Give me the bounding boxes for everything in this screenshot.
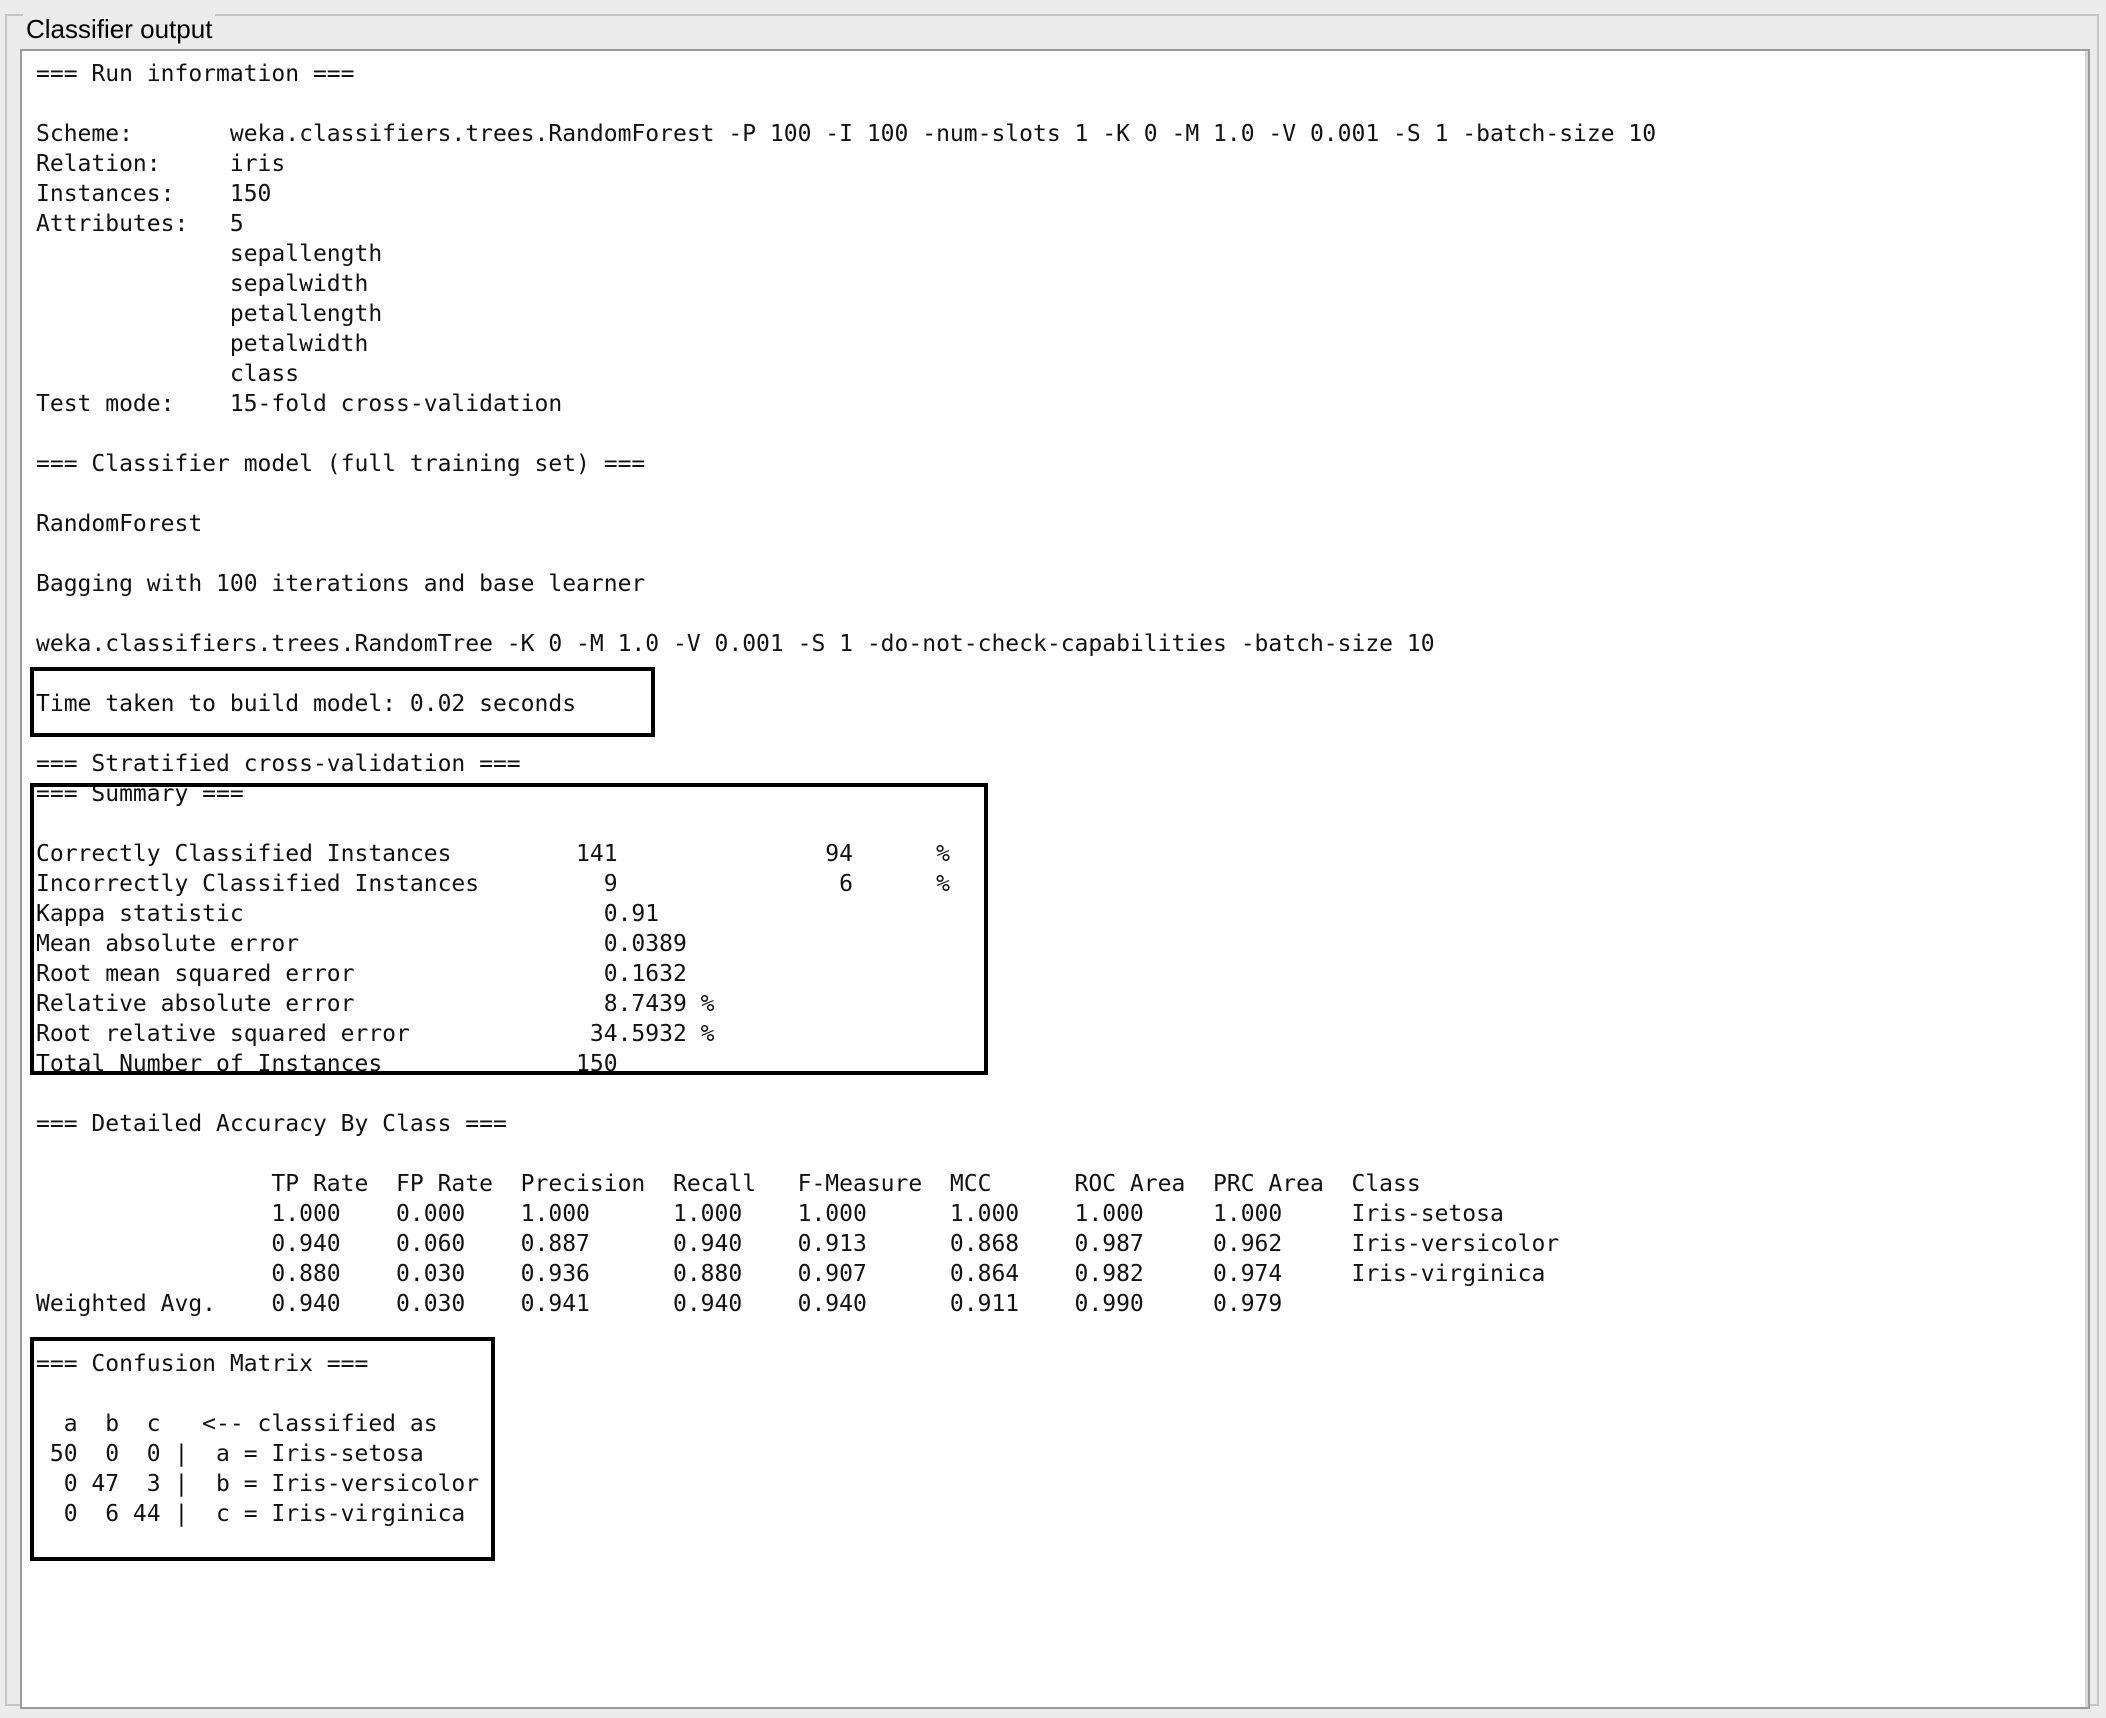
panel-title: Classifier output bbox=[23, 14, 215, 44]
classifier-output-text[interactable]: === Run information === Scheme: weka.classifiers.trees.RandomForest -P 100 -I 100 -num-slots 1 -K 0 -M 1.0 -V 0.001 -S 1 -batch-size 10 Relation: iris Instances: 150 Attributes: 5 sepallength sepalwidth petallength petalwidth class Test mode: 15-fold cross-validation === Classifier model (full training set) === RandomForest Bagging with 100 iterations and base learner weka.classifiers.trees.RandomTree -K 0 -M 1.0 -V 0.001 -S 1 -do-not-check-capabilities -batch-size 10 Time taken to build model: 0.02 seconds === Stratified cross-validation === === Summary === Correctly Classified Instances 141 94 % Incorrectly Classified Instances 9 6 % Kappa statistic 0.91 Mean absolute error 0.0389 Root mean squared error 0.1632 Relative absolute error 8.7439 % Root relative squared error 34.5932 % Total Number of Instances 150 === Detailed Accuracy By Class === TP Rate FP Rate Precision Recall F-Measure MCC ROC Area PRC Area Class 1.000 0.000 1.000 1.000 1.000 1.000 1.000 1.000 Iris-setosa 0.940 0.060 0.887 0.940 0.913 0.868 0.987 0.962 Iris-versicolor 0.880 0.030 0.936 0.880 0.907 0.864 0.982 0.974 Iris-virginica Weighted Avg. 0.940 0.030 0.941 0.940 0.940 0.911 0.990 0.979 === Confusion Matrix === a b c <-- classified as 50 0 0 | a = Iris-setosa 0 47 3 | b = Iris-versicolor 0 6 44 | c = Iris-virginica bbox=[36, 61, 1657, 1527]
classifier-output-panel bbox=[5, 14, 2099, 1706]
textarea-right-edge bbox=[2085, 51, 2088, 1707]
classifier-output-textarea[interactable] bbox=[20, 49, 2090, 1709]
